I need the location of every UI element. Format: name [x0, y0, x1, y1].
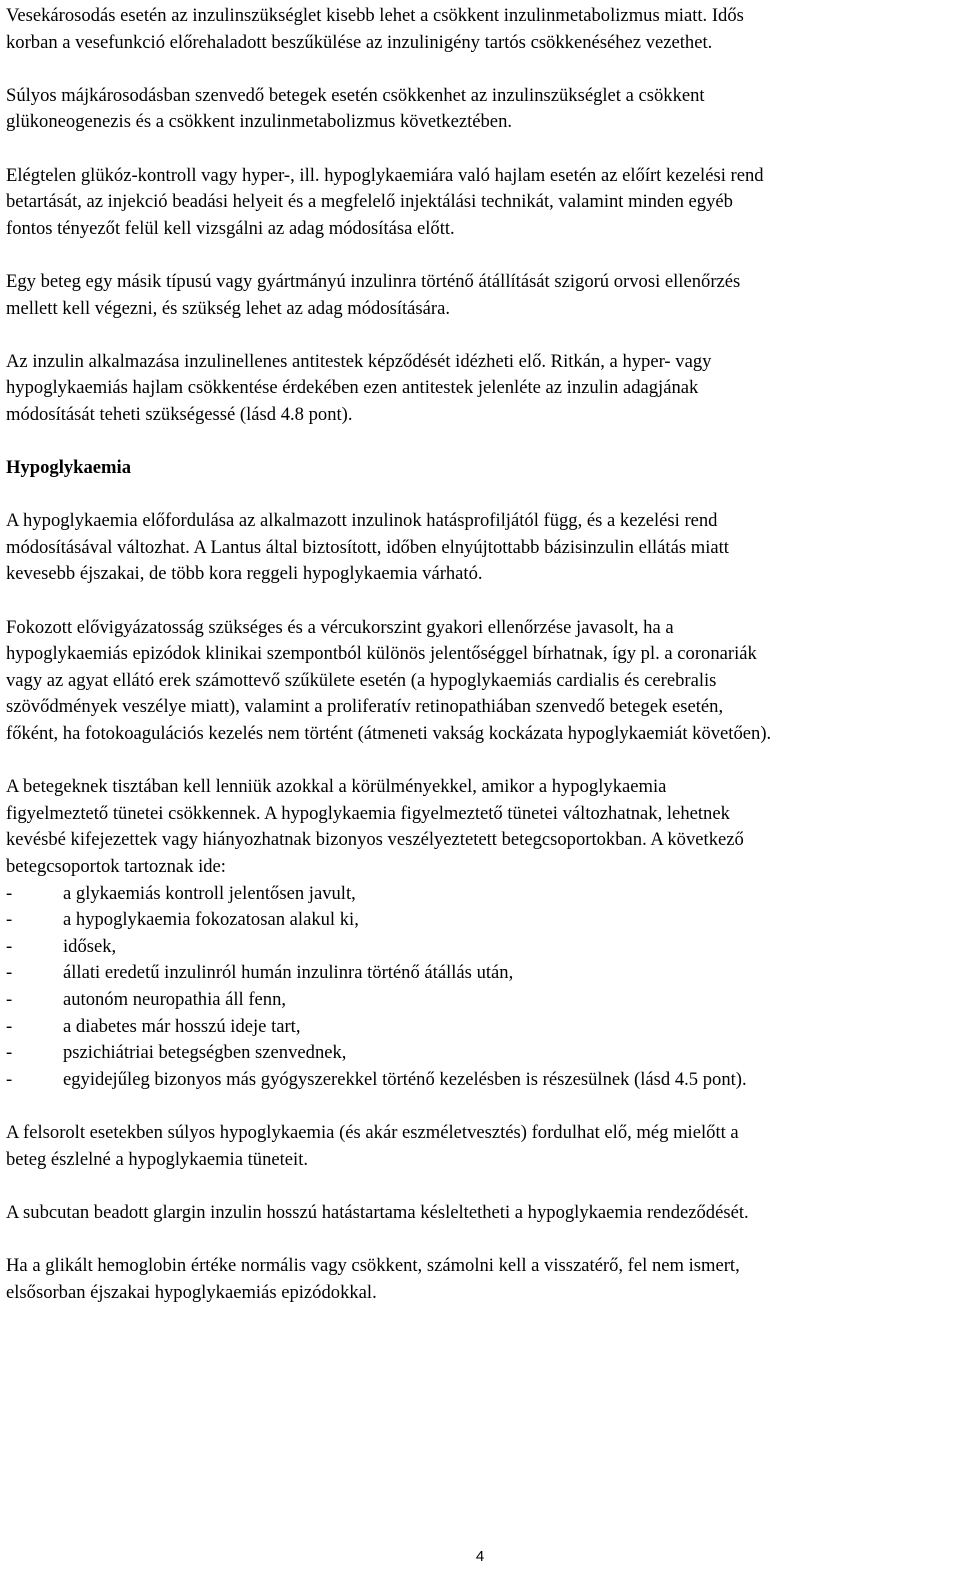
- list-item: [6, 907, 956, 934]
- text-line: módosításával változhat. A Lantus által biztosított, időben elnyújtottabb bázisinzulin ellátás miatt: [6, 536, 729, 558]
- paragraph-precautions: [6, 615, 956, 748]
- text-line: Az inzulin alkalmazása inzulinellenes antitestek képződését idézheti elő. Ritkán, a hyper- vagy: [6, 350, 712, 372]
- text-line: elsősorban éjszakai hypoglykaemiás epizódokkal.: [6, 1281, 377, 1303]
- list-item-text: egyidejűleg bizonyos más gyógyszerekkel történő kezelésben is részesülnek (lásd 4.5 pont).: [63, 1068, 747, 1090]
- list-item: [6, 934, 956, 961]
- document-body: [6, 3, 956, 1333]
- paragraph-hba1c: [6, 1253, 956, 1306]
- text-line: kevésbé kifejezettek vagy hiányozhatnak bizonyos veszélyeztetett betegcsoportokban. A következő: [6, 829, 744, 851]
- list-item: [6, 1067, 956, 1094]
- list-item-text: autonóm neuropathia áll fenn,: [63, 988, 287, 1010]
- list-dash: -: [6, 1042, 13, 1064]
- paragraph-delayed-recovery: [6, 1200, 956, 1227]
- list-item: [6, 1040, 956, 1067]
- text-line: fontos tényezőt felül kell vizsgálni az adag módosítása előtt.: [6, 217, 455, 239]
- text-line: betegcsoportok tartoznak ide:: [6, 856, 226, 877]
- list-item-text: a diabetes már hosszú ideje tart,: [63, 1015, 301, 1037]
- text-line: betartását, az injekció beadási helyeit és a megfelelő injektálási technikát, valamint minden egyéb: [6, 191, 733, 213]
- text-line: hypoglykaemiás hajlam csökkentése érdekében ezen antitestek jelenléte az inzulin adagjának: [6, 377, 699, 399]
- text-line: szövődmények veszélye miatt), valamint a proliferatív retinopathiában szenvedő betegek esetén,: [6, 696, 724, 718]
- text-line: főként, ha fotokoagulációs kezelés nem történt (átmeneti vakság kockázata hypoglykaemiát követően).: [6, 723, 772, 745]
- text-line: A subcutan beadott glargin inzulin hosszú hatástartama késleltetheti a hypoglykaemia rendeződését.: [6, 1201, 749, 1223]
- text-line: glükoneogenezis és a csökkent inzulinmetabolizmus következtében.: [6, 111, 513, 133]
- list-item: [6, 881, 956, 908]
- text-line: beteg észlelné a hypoglykaemia tüneteit.: [6, 1148, 309, 1170]
- text-line: mellett kell végezni, és szükség lehet az adag módosítására.: [6, 297, 451, 319]
- list-item: [6, 960, 956, 987]
- text-line: Fokozott elővigyázatosság szükséges és a vércukorszint gyakori ellenőrzése javasolt, ha a: [6, 616, 674, 638]
- text-line: A hypoglykaemia előfordulása az alkalmazott inzulinok hatásprofiljától függ, és a kezelési rend: [6, 510, 718, 532]
- text-line: A felsorolt esetekben súlyos hypoglykaemia (és akár eszméletvesztés) fordulhat elő, még mielőtt a: [6, 1121, 739, 1143]
- paragraph-insulin-switch: [6, 269, 956, 322]
- text-line: korban a vesefunkció előrehaladott beszűkülése az inzulinigény tartós csökkenéséhez vezethet.: [6, 31, 713, 53]
- paragraph-renal-impairment: [6, 3, 956, 56]
- text-line: A betegeknek tisztában kell lenniük azokkal a körülményekkel, amikor a hypoglykaemia: [6, 776, 667, 798]
- page-number: 4: [475, 1548, 485, 1565]
- list-dash: -: [6, 1015, 13, 1037]
- text-line: kevesebb éjszakai, de több kora reggeli hypoglykaemia várható.: [6, 563, 483, 585]
- patient-group-list: [6, 881, 956, 1094]
- text-line: Súlyos májkárosodásban szenvedő betegek esetén csökkenhet az inzulinszükséglet a csökkent: [6, 84, 705, 106]
- section-heading-hypoglykaemia: Hypoglykaemia: [6, 457, 131, 479]
- list-item-text: a hypoglykaemia fokozatosan alakul ki,: [63, 909, 359, 931]
- paragraph-antibodies: [6, 349, 956, 429]
- paragraph-glucose-control: [6, 163, 956, 243]
- paragraph-hypoglycaemia-occurrence: [6, 508, 956, 588]
- text-line: Egy beteg egy másik típusú vagy gyártmányú inzulinra történő átállítását szigorú orvosi ellenőrzés: [6, 270, 741, 292]
- list-item-text: idősek,: [63, 935, 117, 957]
- list-item-text: állati eredetű inzulinról humán inzulinra történő átállás után,: [63, 962, 514, 984]
- list-item-text: pszichiátriai betegségben szenvednek,: [63, 1042, 347, 1064]
- list-dash: -: [6, 935, 13, 957]
- text-line: hypoglykaemiás epizódok klinikai szempontból különös jelentőséggel bírhatnak, így pl. a coronariák: [6, 643, 757, 665]
- text-line: vagy az agyat ellátó erek számottevő szűkülete esetén (a hypoglykaemiás cardialis és cerebralis: [6, 669, 717, 691]
- list-item-text: a glykaemiás kontroll jelentősen javult,: [63, 882, 356, 904]
- paragraph-severe-hypoglycaemia: [6, 1120, 956, 1173]
- list-dash: -: [6, 882, 13, 904]
- text-line: Elégtelen glükóz-kontroll vagy hyper-, ill. hypoglykaemiára való hajlam esetén az előírt kezelési rend: [6, 164, 764, 186]
- list-item: [6, 1014, 956, 1041]
- paragraph-warning-symptoms: [6, 774, 956, 1093]
- list-dash: -: [6, 1068, 13, 1090]
- text-line: Vesekárosodás esetén az inzulinszükséglet kisebb lehet a csökkent inzulinmetabolizmus miatt. Idős: [6, 5, 744, 26]
- list-dash: -: [6, 962, 13, 984]
- list-item: [6, 987, 956, 1014]
- list-dash: -: [6, 909, 13, 931]
- text-line: módosítását teheti szükségessé (lásd 4.8 pont).: [6, 403, 353, 425]
- paragraph-hepatic-impairment: [6, 83, 956, 136]
- text-line: figyelmeztető tünetei csökkennek. A hypoglykaemia figyelmeztető tünetei változhatnak, lehetnek: [6, 802, 730, 824]
- list-dash: -: [6, 988, 13, 1010]
- text-line: Ha a glikált hemoglobin értéke normális vagy csökkent, számolni kell a visszatérő, fel nem ismert,: [6, 1254, 740, 1276]
